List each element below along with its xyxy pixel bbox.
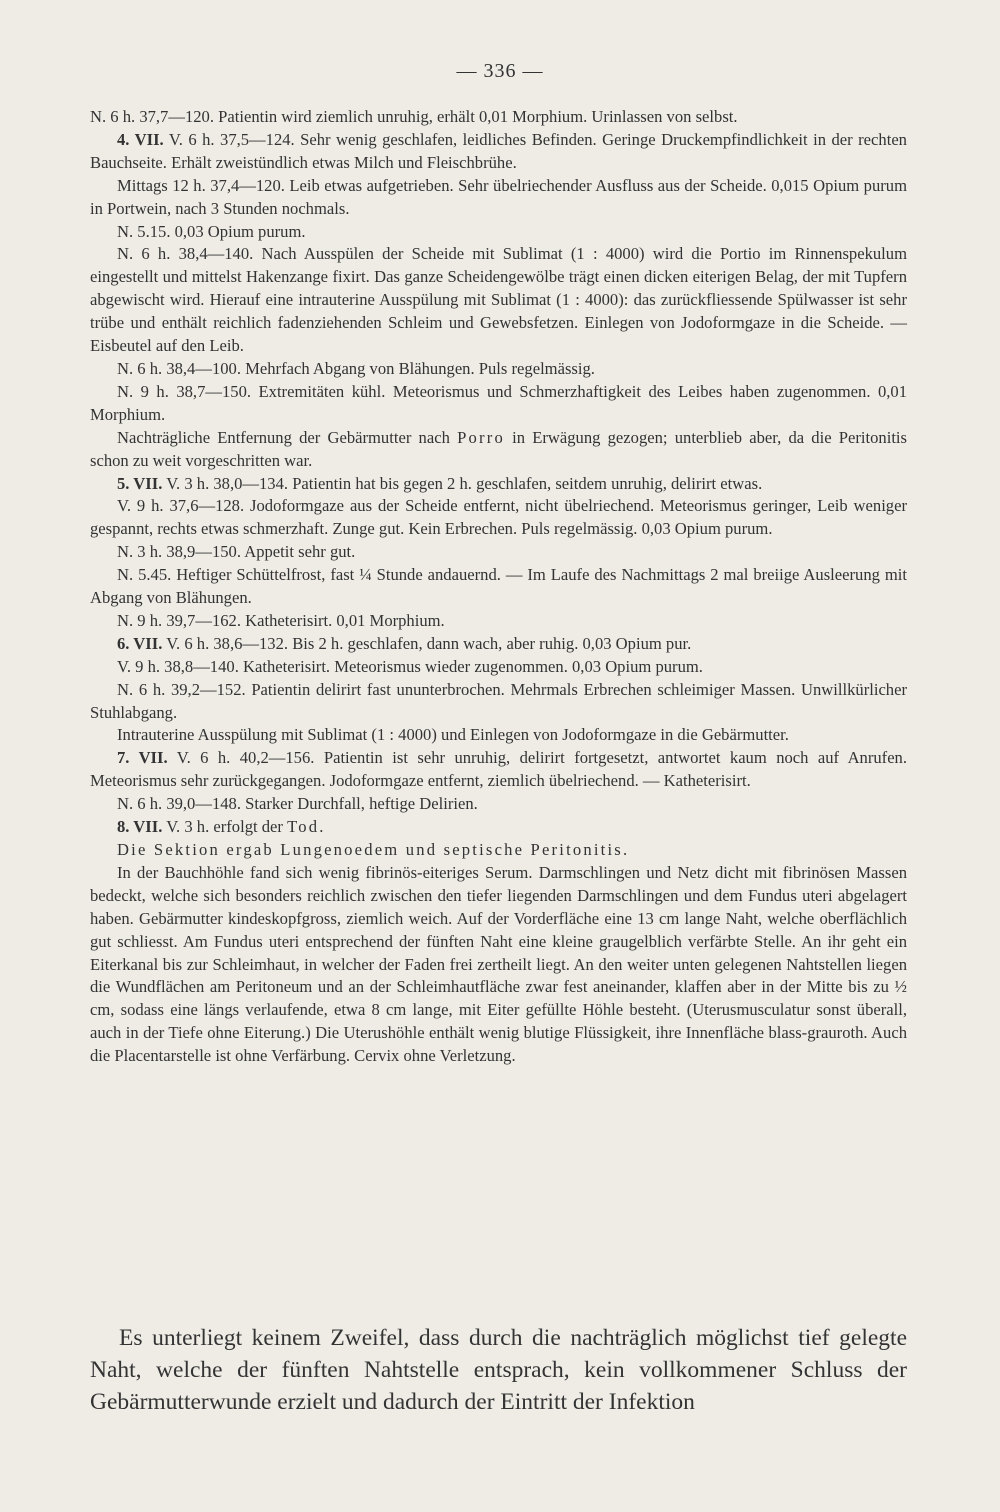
paragraph-text: Intrauterine Ausspülung mit Sublimat (1 : 4000) und Einlegen von Jodoformgaze in die Gebärmutter.	[117, 725, 789, 745]
entry-date: 7. VII.	[117, 748, 168, 768]
paragraph-text: V. 6 h. 40,2—156. Patientin ist sehr unruhig, delirirt fortgesetzt, antwortet kaum noch auf Anrufen. Meteorismus sehr zurückgegangen. Jodoformgaze entfernt, ziemlich übelriechend. — Katheterisirt.	[90, 748, 908, 791]
entry-date: 4. VII.	[117, 129, 164, 149]
entry-date: 5. VII.	[117, 473, 163, 493]
paragraph	[90, 129, 907, 175]
paragraph	[90, 564, 907, 610]
spaced-text: Die Sektion ergab Lungenoedem und septische Peritonitis.	[117, 840, 630, 859]
paragraph-text: N. 3 h. 38,9—150. Appetit sehr gut.	[117, 542, 356, 562]
paragraph	[90, 816, 907, 839]
paragraph	[90, 862, 907, 1068]
paragraph-text: N. 6 h. 38,4—100. Mehrfach Abgang von Blähungen. Puls regelmässig.	[117, 358, 595, 378]
paragraph-text: V. 9 h. 38,8—140. Katheterisirt. Meteorismus wieder zugenommen. 0,03 Opium purum.	[117, 656, 703, 676]
paragraph	[90, 679, 907, 725]
paragraph	[90, 106, 907, 129]
paragraph	[90, 610, 907, 633]
paragraph-text: V. 6 h. 37,5—124. Sehr wenig geschlafen, leidliches Befinden. Geringe Druckempfindlichkeit in der rechten Bauchseite. Erhält zweistündlich etwas Milch und Fleischbrühe.	[90, 129, 907, 172]
paragraph-text: V. 9 h. 37,6—128. Jodoformgaze aus der Scheide entfernt, nicht übelriechend. Meteorismus geringer, Leib weniger gespannt, rechts etwas schmerzhaft. Zunge gut. Kein Erbrechen. Puls regelmässig. 0,03 Opium purum.	[90, 496, 907, 539]
paragraph-text: N. 6 h. 39,0—148. Starker Durchfall, heftige Delirien.	[117, 794, 478, 814]
paragraph	[90, 381, 907, 427]
paragraph	[90, 747, 907, 793]
paragraph-text: N. 9 h. 39,7—162. Katheterisirt. 0,01 Morphium.	[117, 610, 445, 630]
paragraph-text: N. 6 h. 39,2—152. Patientin delirirt fast ununterbrochen. Mehrmals Erbrechen schleimiger Massen. Unwillkürlicher Stuhlabgang.	[90, 679, 907, 722]
paragraph-text: In der Bauchhöhle fand sich wenig fibrinös-eiteriges Serum. Darmschlingen und Netz dicht mit fibrinösen Massen bedeckt, welche sich besonders reichlich zwischen den tiefer liegenden Darmschlingen und dem Fundus uteri abgelagert haben. Gebärmutter kindeskopfgross, ziemlich weich. Auf der Vorderfläche eine 13 cm lange Naht, welche oberflächlich gut schliesst. Am Fundus uteri entsprechend der fünften Naht eine kleine graugelblich verfärbte Stelle. An ihr geht ein Eiterkanal bis zur Schleimhaut, in welcher der Faden frei zertheilt liegt. An den weiter unten gelegenen Nahtstellen liegen die Wundflächen am Peritoneum und an der Schleimhautfläche zwar fest aneinander, klaffen aber in der Mitte bis zu ½ cm, sodass eine längs verlaufende, etwa 8 cm lange, mit Eiter gefüllte Höhle besteht. (Uterusmusculatur sonst überall, auch in der Tiefe ohne Eiterung.) Die Uterushöhle enthält wenig blutige Flüssigkeit, ihre Innenfläche blass-grauroth. Auch die Placentarstelle ist ohne Verfärbung. Cervix ohne Verletzung.	[90, 862, 907, 1066]
paragraph	[90, 473, 907, 496]
paragraph	[90, 541, 907, 564]
entry-date: 6. VII.	[117, 633, 163, 653]
paragraph	[90, 243, 907, 358]
entry-date: 8. VII.	[117, 817, 163, 837]
paragraph	[90, 633, 907, 656]
paragraph	[90, 839, 907, 862]
paragraph	[90, 221, 907, 244]
paragraph-text: V. 3 h. 38,0—134. Patientin hat bis gegen 2 h. geschlafen, seitdem unruhig, delirirt etwas.	[162, 473, 763, 493]
spaced-text: Porro	[457, 427, 505, 447]
paragraph-text: N. 6 h. 37,7—120. Patientin wird ziemlich unruhig, erhält 0,01 Morphium. Urinlassen von selbst.	[90, 107, 738, 126]
paragraph	[90, 495, 907, 541]
paragraph-text: Mittags 12 h. 37,4—120. Leib etwas aufgetrieben. Sehr übelriechender Ausfluss aus der Scheide. 0,015 Opium purum in Portwein, nach 3 Stunden nochmals.	[90, 175, 907, 218]
page-number: — 336 —	[456, 60, 544, 82]
paragraph	[90, 427, 907, 473]
paragraph	[90, 724, 907, 747]
closing-text-block	[90, 1322, 907, 1418]
paragraph-text: N. 6 h. 38,4—140. Nach Ausspülen der Scheide mit Sublimat (1 : 4000) wird die Portio im Rinnenspekulum eingestellt und mittelst Hakenzange fixirt. Das ganze Scheidengewölbe trägt einen dicken eiterigen Belag, der mit Tupfern abgewischt wird. Hierauf eine intrauterine Ausspülung mit Sublimat (1 : 4000): das zurückfliessende Spülwasser ist sehr trübe und enthält reichlich fadenziehenden Schleim und Gewebsfetzen. Einlegen von Jodoformgaze in die Scheide. — Eisbeutel auf den Leib.	[90, 244, 907, 356]
paragraph-text: Nachträgliche Entfernung der Gebärmutter nach	[117, 427, 458, 447]
closing-paragraph: Es unterliegt keinem Zweifel, dass durch die nachträglich möglichst tief gelegte Naht, welche der fünften Nahtstelle entsprach, kein vollkommener Schluss der Gebärmutterwunde erzielt und dadurch der Eintritt der Infektion	[90, 1325, 907, 1415]
spaced-text: Tod	[287, 817, 320, 837]
paragraph	[90, 358, 907, 381]
paragraph	[90, 793, 907, 816]
paragraph-text: V. 6 h. 38,6—132. Bis 2 h. geschlafen, dann wach, aber ruhig. 0,03 Opium pur.	[162, 633, 692, 653]
paragraph-text: N. 5.45. Heftiger Schüttelfrost, fast ¼ Stunde andauernd. — Im Laufe des Nachmittags 2 mal breiige Ausleerung mit Abgang von Blähungen.	[90, 565, 907, 608]
paragraph	[90, 656, 907, 679]
paragraph	[90, 175, 907, 221]
paragraph-text: N. 5.15. 0,03 Opium purum.	[117, 221, 306, 241]
paragraph-text: V. 3 h. erfolgt der	[162, 817, 288, 837]
body-text	[90, 106, 907, 1068]
paragraph-text: .	[319, 817, 324, 837]
paragraph-text: N. 9 h. 38,7—150. Extremitäten kühl. Meteorismus und Schmerzhaftigkeit des Leibes haben zugenommen. 0,01 Morphium.	[90, 381, 907, 424]
paragraph-text: in Erwägung gezogen; unterblieb aber, da die Peritonitis schon zu weit vorgeschritten war.	[90, 427, 907, 470]
